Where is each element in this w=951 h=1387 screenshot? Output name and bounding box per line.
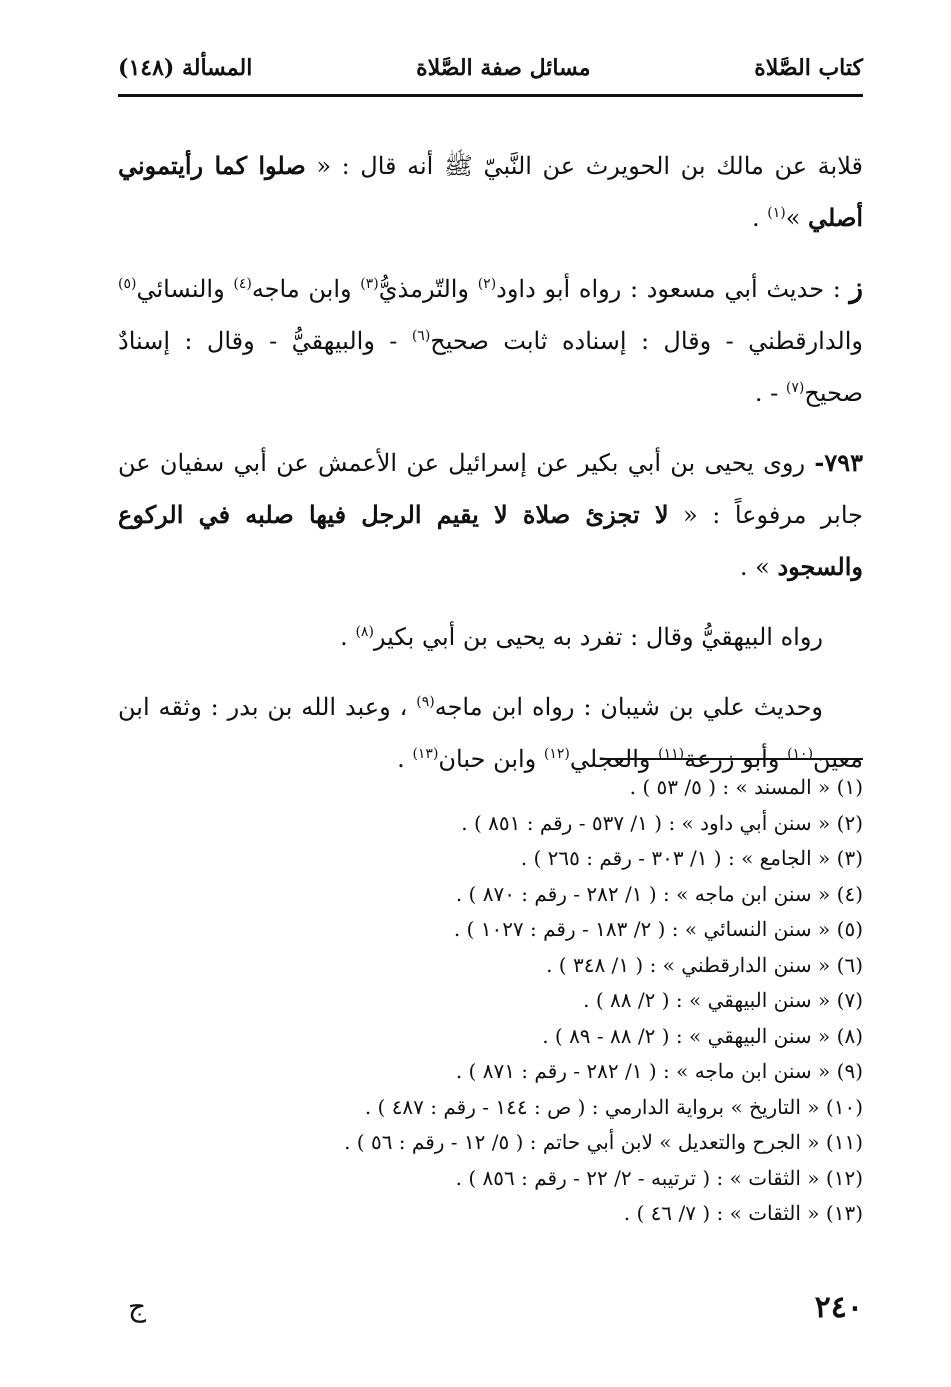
- footnote-11: (١١) « الجرح والتعديل » لابن أبي حاتم : ( ٥/ ١٢ - رقم : ٥٦ ) .: [344, 1130, 863, 1154]
- p5-e: وابن حبان: [438, 745, 544, 773]
- p1-end: .: [751, 204, 768, 232]
- footnote-2: (٢) « سنن أبي داود » : ( ١/ ٥٣٧ - رقم : ٨٥١ ) .: [461, 810, 863, 835]
- p5-d: والعجلي: [569, 745, 659, 773]
- footnote-ref-5[interactable]: (٥): [118, 276, 137, 292]
- header-issue-number: المسألة (١٤٨): [118, 55, 253, 81]
- p5-c: وأبو زرعة: [684, 745, 788, 773]
- p2-f: - والبيهقيُّ - وقال : إسنادٌ صحيح: [118, 327, 863, 407]
- footnote-13: (١٣) « الثقات » : ( ٧/ ٤٦ ) .: [623, 1201, 863, 1225]
- footnote-ref-8[interactable]: (٨): [355, 624, 374, 640]
- p4-end: .: [340, 623, 356, 651]
- p2-d: والنسائي: [136, 275, 234, 303]
- footnote-ref-3[interactable]: (٣): [360, 276, 379, 292]
- footnote-3: (٣) « الجامع » : ( ١/ ٣٠٣ - رقم : ٢٦٥ ) .: [520, 846, 863, 870]
- p5-f: .: [397, 745, 413, 773]
- p2-b: والتّرمذيُّ: [378, 275, 478, 303]
- header-book-title: كتاب الصَّلاة: [754, 55, 863, 81]
- main-text: [118, 140, 863, 803]
- p5-b: ، وعبد الله بن بدر : وثقه ابن معين: [118, 693, 863, 773]
- footnote-9: (٩) « سنن ابن ماجه » : ( ١/ ٢٨٢ - رقم : ٨٧١ ) .: [455, 1059, 863, 1083]
- p4-text: رواه البيهقيُّ وقال : تفرد به يحيى بن أبي بكير: [373, 623, 823, 651]
- footnote-ref-10[interactable]: (١٠): [787, 746, 814, 762]
- hadith-quote-2: لا تجزئ صلاة لا يقيم الرجل فيها صلبه في الركوع والسجود: [118, 500, 863, 581]
- footnote-ref-7[interactable]: (٧): [785, 380, 805, 396]
- footnote-ref-13[interactable]: (١٣): [412, 746, 439, 762]
- footnote-12: (١٢) « الثقات » : ( ترتيبه - ٢/ ٢٢ - رقم : ٨٥٦ ) .: [455, 1165, 863, 1190]
- p2-c: وابن ماجه: [251, 275, 361, 303]
- signature-mark: ج: [128, 1290, 147, 1323]
- footnote-6: (٦) « سنن الدارقطني » : ( ١/ ٣٤٨ ) .: [546, 952, 863, 977]
- p2-g: - .: [754, 379, 786, 407]
- footnote-10: (١٠) « التاريخ » برواية الدارمي : ( ص : ١٤٤ - رقم : ٤٨٧ ) .: [364, 1094, 863, 1119]
- p1-text: قلابة عن مالك بن الحويرث عن النَّبيّ ﷺ أنه قال : «: [305, 152, 863, 180]
- footnote-ref-6[interactable]: (٦): [411, 328, 431, 344]
- p3-a: روى يحيى بن أبي بكير عن إسرائيل عن الأعمش عن أبي سفيان عن جابر مرفوعاً : «: [118, 449, 863, 529]
- p3-tail: » .: [739, 553, 778, 581]
- section-mark: ز: [849, 271, 863, 304]
- footnote-5: (٥) « سنن النسائي » : ( ٢/ ١٨٣ - رقم : ١٠٢٧ ) .: [453, 917, 863, 941]
- header-divider: [118, 94, 863, 97]
- paragraph-2: [118, 262, 863, 419]
- footnote-divider: [600, 758, 863, 760]
- footnote-ref-12[interactable]: (١٢): [543, 746, 570, 762]
- footnote-ref-11[interactable]: (١١): [658, 746, 685, 762]
- p2-e: والدارقطني - وقال : إسناده ثابت صحيح: [430, 327, 863, 355]
- footnote-ref-9[interactable]: (٩): [416, 694, 435, 710]
- paragraph-3: [118, 437, 863, 593]
- running-header: [118, 48, 863, 88]
- p1-tail: »: [785, 204, 808, 232]
- p5-a: وحديث علي بن شيبان : رواه ابن ماجه: [434, 693, 823, 721]
- footnote-ref-1[interactable]: (١): [767, 205, 786, 221]
- footnote-4: (٤) « سنن ابن ماجه » : ( ١/ ٢٨٢ - رقم : ٨٧٠ ) .: [455, 881, 863, 906]
- footnote-8: (٨) « سنن البيهقي » : ( ٢/ ٨٨ - ٨٩ ) .: [542, 1023, 863, 1048]
- entry-number: ٧٩٣-: [814, 448, 863, 477]
- hadith-quote-1: صلوا كما رأيتموني أصلي: [118, 151, 863, 232]
- header-chapter-title: مسائل صفة الصَّلاة: [416, 55, 591, 81]
- footnote-ref-4[interactable]: (٤): [233, 276, 252, 292]
- paragraph-4: [118, 611, 863, 663]
- page-number: ٢٤٠: [814, 1290, 863, 1325]
- footnote-7: (٧) « سنن البيهقي » : ( ٢/ ٨٨ ) .: [583, 988, 863, 1012]
- footnote-ref-2[interactable]: (٢): [477, 276, 497, 292]
- footnotes: [118, 770, 863, 1232]
- p2-a: : حديث أبي مسعود : رواه أبو داود: [496, 275, 850, 303]
- paragraph-1: [118, 140, 863, 244]
- footnote-1: (١) « المسند » : ( ٥/ ٥٣ ) .: [629, 775, 863, 799]
